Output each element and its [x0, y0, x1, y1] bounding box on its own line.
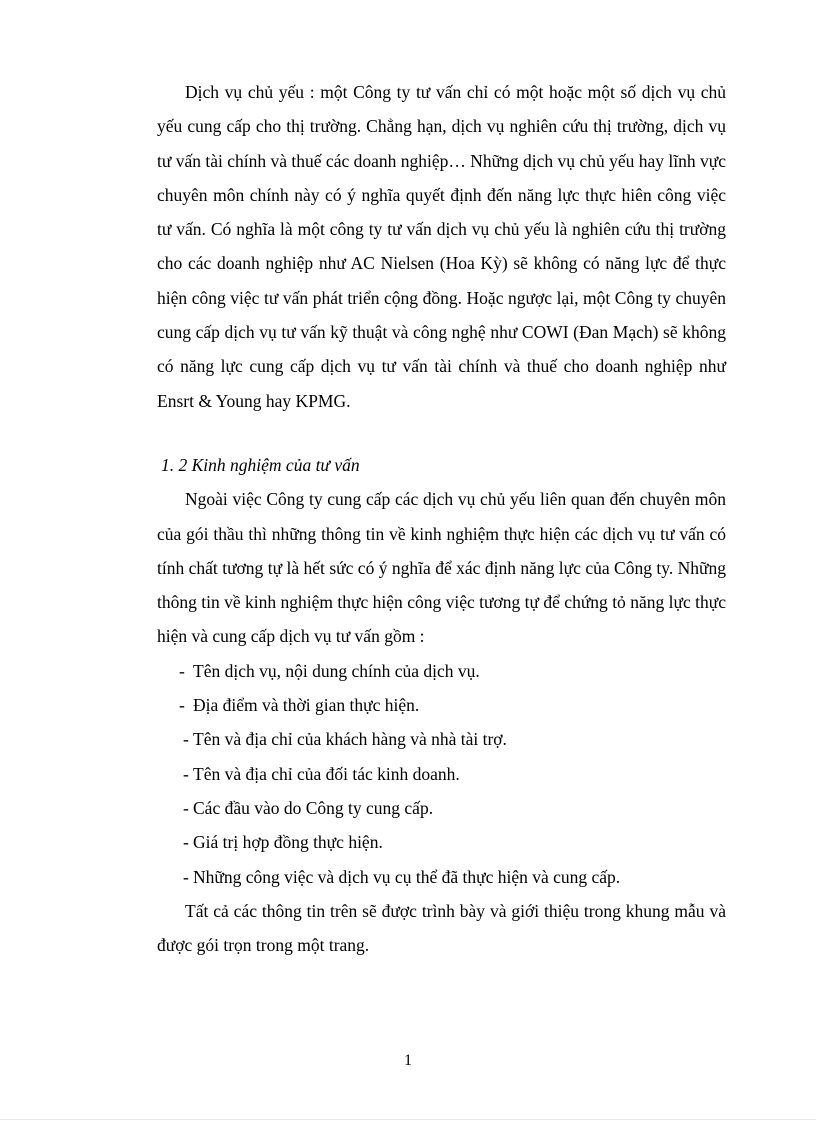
section-heading: 1. 2 Kinh nghiệm của tư vấn [161, 454, 360, 475]
list-dash: - [179, 660, 185, 681]
list-item [157, 688, 726, 722]
page-bottom-divider [0, 1119, 816, 1120]
paragraph-experience-intro: Ngoài việc Công ty cung cấp các dịch vụ chủ yếu liên quan đến chuyên môn của gói thầu thì những thông tin về kinh nghiệm thực hiện các dịch vụ tư vấn có tính chất tương tự là hết sức có ý nghĩa để xác định năng lực của Công ty. Những thông tin về kinh nghiệm thực hiện công việc tương tự để chứng tỏ năng lực thực hiện và cung cấp dịch vụ tư vấn gồm : [157, 489, 726, 647]
list-item [157, 722, 726, 756]
page-number: 1 [404, 1052, 412, 1069]
list-dash: - [183, 763, 189, 784]
paragraph-closing: Tất cả các thông tin trên sẽ được trình bày và giới thiệu trong khung mẫu và được gói trọn trong một trang. [157, 900, 726, 956]
list-dash: - [183, 729, 189, 750]
list-item-text: Địa điểm và thời gian thực hiện. [193, 695, 420, 716]
list-item [157, 860, 726, 894]
list-item-text: Giá trị hợp đồng thực hiện. [193, 832, 383, 853]
list-item-text: Tên và địa chỉ của khách hàng và nhà tài trợ. [193, 729, 507, 750]
list-item-text: Tên và địa chỉ của đối tác kinh doanh. [193, 763, 460, 784]
list-item-text: Các đầu vào do Công ty cung cấp. [193, 797, 434, 818]
experience-info-list [157, 654, 726, 894]
list-item [157, 825, 726, 859]
document-body [157, 75, 726, 962]
list-item-text: Những công việc và dịch vụ cụ thể đã thực hiện và cung cấp. [193, 866, 621, 887]
list-item [157, 654, 726, 688]
list-dash: - [183, 866, 189, 887]
list-dash: - [183, 832, 189, 853]
list-dash: - [179, 695, 185, 716]
list-dash: - [183, 797, 189, 818]
list-item [157, 791, 726, 825]
list-item [157, 757, 726, 791]
list-item-text: Tên dịch vụ, nội dung chính của dịch vụ. [193, 660, 480, 681]
paragraph-main-services: Dịch vụ chủ yếu : một Công ty tư vấn chỉ có một hoặc một số dịch vụ chủ yếu cung cấp cho thị trường. Chẳng hạn, dịch vụ nghiên cứu thị trường, dịch vụ tư vấn tài chính và thuế các doanh nghiệp… Những dịch vụ chủ yếu hay lĩnh vực chuyên môn chính này có ý nghĩa quyết định đến năng lực thực hiên công việc tư vấn. Có nghĩa là một công ty tư vấn dịch vụ chủ yếu là nghiên cứu thị trường cho các doanh nghiệp như AC Nielsen (Hoa Kỳ) sẽ không có năng lực để thực hiện công việc tư vấn phát triển cộng đồng. Hoặc ngược lại, một Công ty chuyên cung cấp dịch vụ tư vấn kỹ thuật và công nghệ như COWI (Đan Mạch) sẽ không có năng lực cung cấp dịch vụ tư vấn tài chính và thuế cho doanh nghiệp như Ensrt & Young hay KPMG. [157, 82, 726, 411]
